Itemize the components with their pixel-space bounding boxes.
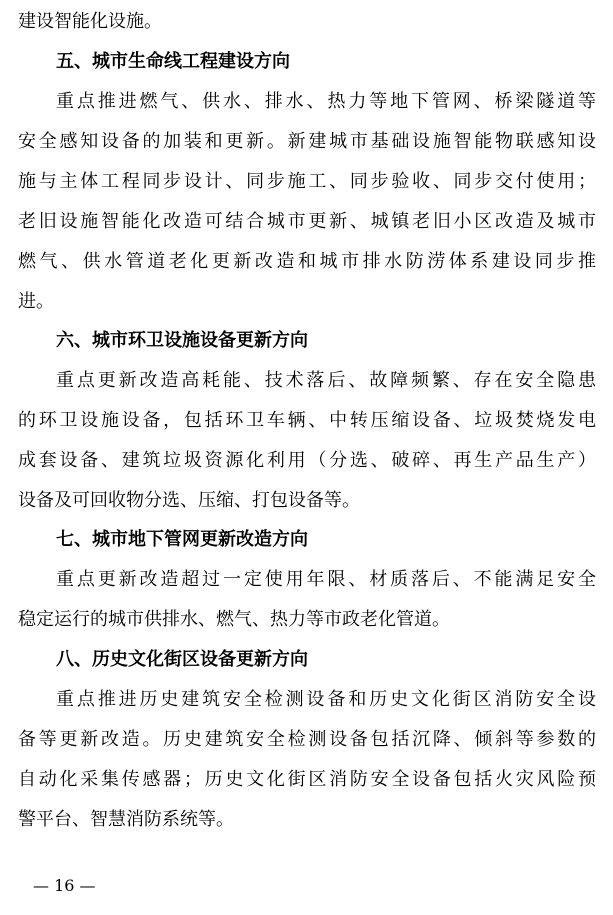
body-line: 重点更新改造高耗能、技术落后、故障频繁、存在安全隐患 <box>56 370 596 391</box>
body-line: 稳定运行的城市供排水、燃气、热力等市政老化管道。 <box>18 609 450 630</box>
body-line: 施与主体工程同步设计、同步施工、同步验收、同步交付使用； <box>18 171 596 192</box>
body-line: 重点推进燃气、供水、排水、热力等地下管网、桥梁隧道等 <box>56 91 596 112</box>
body-line: 警平台、智慧消防系统等。 <box>18 809 234 830</box>
body-line: 备等更新改造。历史建筑安全检测设备包括沉降、倾斜等参数的 <box>18 729 596 750</box>
page-number: — 16 — <box>33 876 96 895</box>
body-line: 自动化采集传感器；历史文化街区消防安全设备包括火灾风险预 <box>18 769 596 790</box>
body-line: 重点推进历史建筑安全检测设备和历史文化街区消防安全设 <box>56 689 596 710</box>
body-line: 进。 <box>18 291 54 312</box>
body-line: 设备及可回收物分选、压缩、打包设备等。 <box>18 490 360 511</box>
body-line: 老旧设施智能化改造可结合城市更新、城镇老旧小区改造及城市 <box>18 211 596 232</box>
body-line: 建设智能化设施。 <box>18 11 162 32</box>
body-line: 的环卫设施设备，包括环卫车辆、中转压缩设备、垃圾焚烧发电 <box>18 410 596 431</box>
body-line: 安全感知设备的加装和更新。新建城市基础设施智能物联感知设 <box>18 131 596 152</box>
body-line: 成套设备、建筑垃圾资源化利用（分选、破碎、再生产品生产） <box>18 450 596 471</box>
section-heading-5: 五、城市生命线工程建设方向 <box>56 51 290 72</box>
body-line: 重点更新改造超过一定使用年限、材质落后、不能满足安全 <box>56 569 596 590</box>
section-heading-6: 六、城市环卫设施设备更新方向 <box>56 330 308 351</box>
section-heading-7: 七、城市地下管网更新改造方向 <box>56 529 308 550</box>
section-heading-8: 八、历史文化街区设备更新方向 <box>56 649 308 670</box>
body-line: 燃气、供水管道老化更新改造和城市排水防涝体系建设同步推 <box>18 251 596 272</box>
